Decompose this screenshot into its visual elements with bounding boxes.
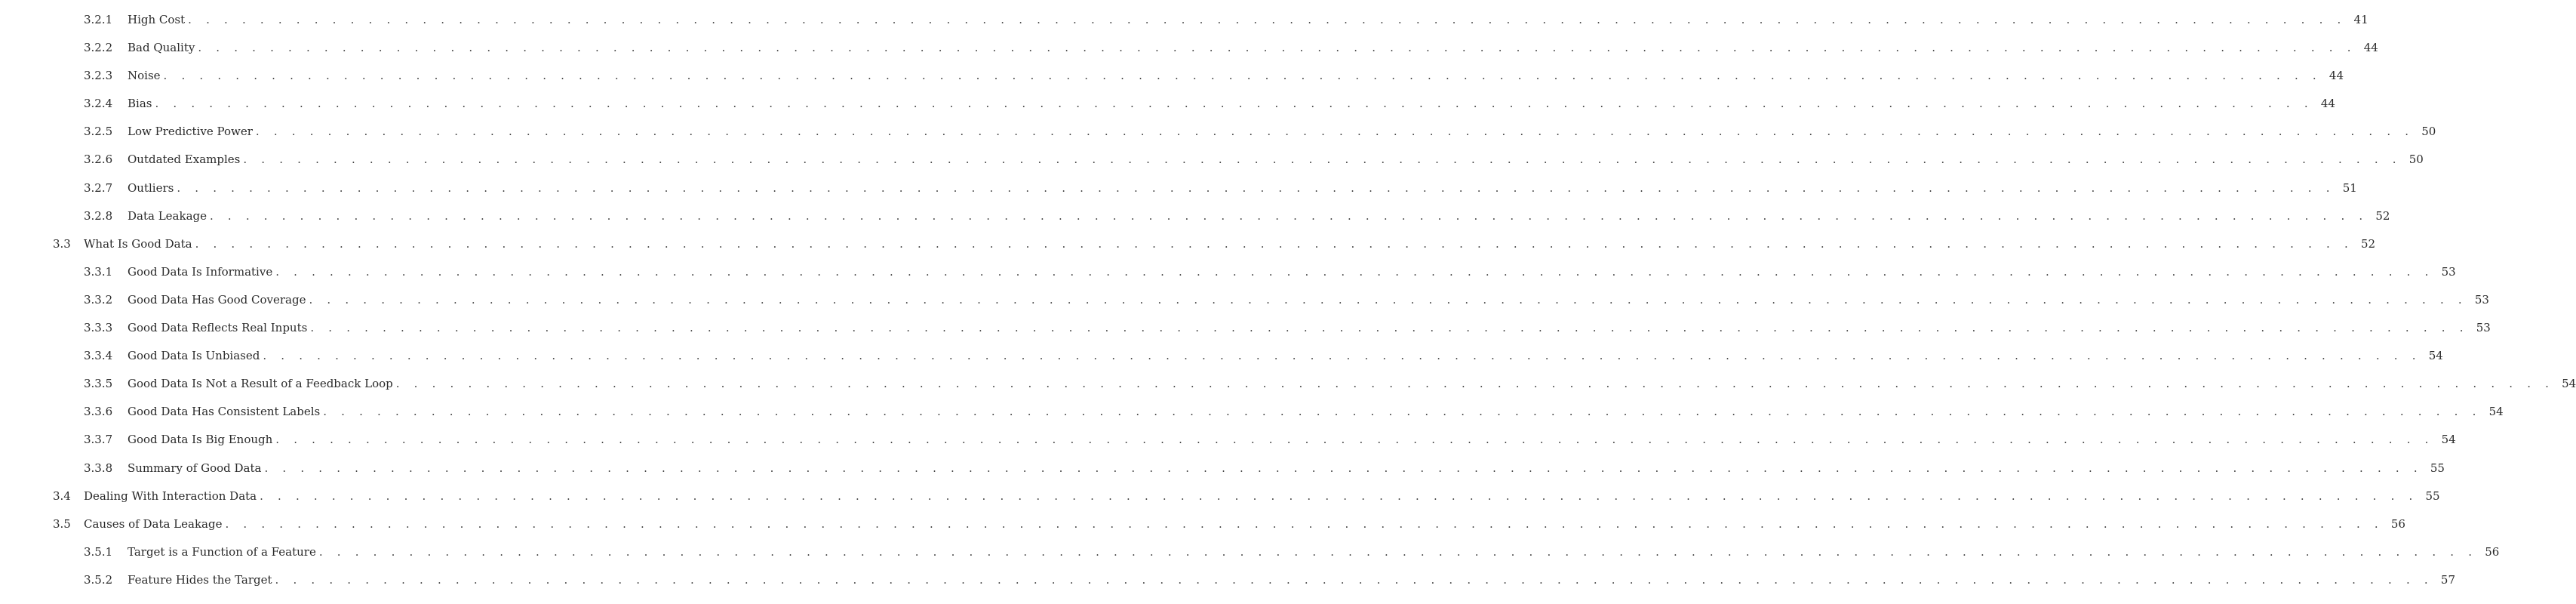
- toc-subsection-entry[interactable]: [0, 342, 2443, 370]
- toc-subsection-entry[interactable]: [0, 398, 2504, 426]
- toc-subsection-entry[interactable]: [0, 146, 2424, 174]
- toc-entry-leader: [84, 482, 2440, 510]
- toc-entry-title: Good Data Is Not a Result of a Feedback Loop: [128, 370, 396, 398]
- toc-subsection-entry[interactable]: [0, 174, 2357, 202]
- toc-entry-title: Target is a Function of a Feature: [128, 538, 319, 566]
- toc-entry-title: Outdated Examples: [128, 146, 243, 174]
- toc-entry-number: 3.3.6: [84, 405, 113, 419]
- toc-entry-leader: [128, 314, 2491, 342]
- toc-subsection-entry[interactable]: [0, 566, 2455, 594]
- toc-dot-leader: . . . . . . . . . . . . . . . . . . . . . . . . . . . . . . . . . . . . . . . . . . . . . . . . . . . . . . . . . . . . . . . . . . . . . . . . . . . . . . . . . . . . . . . . . . . . . . . . . . . . . . . . . . . . . . . . . . . . . . . .: [188, 13, 2347, 26]
- toc-entry-number: 3.3.3: [84, 321, 113, 335]
- toc-subsection-entry[interactable]: [0, 286, 2489, 314]
- toc-entry-title: Causes of Data Leakage: [84, 510, 225, 538]
- toc-entry-leader: [128, 426, 2456, 454]
- toc-dot-leader: . . . . . . . . . . . . . . . . . . . . . . . . . . . . . . . . . . . . . . . . . . . . . . . . . . . . . . . . . . . . . . . . . . . . . . . . . . . . . . . . . . . . . . . . . . . . . . . . . . . . . . . . . . . . . . . . . . . . . . . .: [255, 125, 2415, 139]
- toc-entry-number: 3.3: [53, 236, 71, 251]
- toc-entry-title: High Cost: [128, 6, 188, 34]
- toc-entry-leader: [128, 370, 2576, 398]
- toc-entry-page: 57: [2433, 566, 2455, 594]
- toc-dot-leader: . . . . . . . . . . . . . . . . . . . . . . . . . . . . . . . . . . . . . . . . . . . . . . . . . . . . . . . . . . . . . . . . . . . . . . . . . . . . . . . . . . . . . . . . . . . . . . . . . . . . . . . . . . . . . . . . . . . . . . . .: [195, 236, 2353, 251]
- toc-subsection-entry[interactable]: [0, 426, 2456, 454]
- toc-subsection-entry[interactable]: [0, 6, 2369, 34]
- toc-dot-leader: . . . . . . . . . . . . . . . . . . . . . . . . . . . . . . . . . . . . . . . . . . . . . . . . . . . . . . . . . . . . . . . . . . . . . . . . . . . . . . . . . . . . . . . . . . . . . . . . . . . . . . . . . . . . . . . . . . . . . . . .: [275, 264, 2434, 279]
- toc-entry-leader: [128, 202, 2390, 230]
- toc-entry-number: 3.3.7: [84, 433, 113, 447]
- toc-entry-number: 3.3.2: [84, 292, 113, 307]
- toc-dot-leader: . . . . . . . . . . . . . . . . . . . . . . . . . . . . . . . . . . . . . . . . . . . . . . . . . . . . . . . . . . . . . . . . . . . . . . . . . . . . . . . . . . . . . . . . . . . . . . . . . . . . . . . . . . . . . . . . . . . . . . . .: [275, 433, 2434, 447]
- toc-entry-leader: [84, 230, 2376, 258]
- toc-dot-leader: . . . . . . . . . . . . . . . . . . . . . . . . . . . . . . . . . . . . . . . . . . . . . . . . . . . . . . . . . . . . . . . . . . . . . . . . . . . . . . . . . . . . . . . . . . . . . . . . . . . . . . . . . . . . . . . . . . . . . . . .: [395, 377, 2555, 391]
- toc-entry-page: 53: [2467, 286, 2489, 314]
- toc-subsection-entry[interactable]: [0, 258, 2456, 286]
- toc-entry-title: Bad Quality: [128, 34, 198, 62]
- toc-entry-number: 3.5.1: [84, 544, 113, 559]
- toc-entry-page: 56: [2477, 538, 2499, 566]
- toc-entry-leader: [84, 510, 2405, 538]
- toc-entry-page: 55: [2418, 482, 2439, 510]
- toc-subsection-entry[interactable]: [0, 314, 2491, 342]
- toc-dot-leader: . . . . . . . . . . . . . . . . . . . . . . . . . . . . . . . . . . . . . . . . . . . . . . . . . . . . . . . . . . . . . . . . . . . . . . . . . . . . . . . . . . . . . . . . . . . . . . . . . . . . . . . . . . . . . . . . . . . . . . . .: [225, 516, 2384, 531]
- toc-subsection-entry[interactable]: [0, 118, 2436, 146]
- toc-entry-title: Noise: [128, 62, 164, 90]
- toc-entry-number: 3.2.3: [84, 69, 113, 83]
- toc-entry-leader: [128, 286, 2489, 314]
- toc-entry-leader: [128, 455, 2445, 482]
- toc-subsection-entry[interactable]: [0, 202, 2390, 230]
- toc-entry-page: 52: [2368, 202, 2390, 230]
- toc-dot-leader: . . . . . . . . . . . . . . . . . . . . . . . . . . . . . . . . . . . . . . . . . . . . . . . . . . . . . . . . . . . . . . . . . . . . . . . . . . . . . . . . . . . . . . . . . . . . . . . . . . . . . . . . . . . . . . . . . . . . . . . .: [318, 544, 2478, 559]
- toc-dot-leader: . . . . . . . . . . . . . . . . . . . . . . . . . . . . . . . . . . . . . . . . . . . . . . . . . . . . . . . . . . . . . . . . . . . . . . . . . . . . . . . . . . . . . . . . . . . . . . . . . . . . . . . . . . . . . . . . . . . . . . . .: [264, 461, 2423, 475]
- toc-entry-title: Good Data Is Big Enough: [128, 426, 275, 454]
- toc-entry-page: 53: [2434, 258, 2456, 286]
- toc-entry-page: 52: [2353, 230, 2375, 258]
- toc-entry-page: 44: [2356, 34, 2378, 62]
- toc-entry-number: 3.2.2: [84, 41, 113, 55]
- toc-entry-number: 3.2.5: [84, 125, 113, 139]
- toc-dot-leader: . . . . . . . . . . . . . . . . . . . . . . . . . . . . . . . . . . . . . . . . . . . . . . . . . . . . . . . . . . . . . . . . . . . . . . . . . . . . . . . . . . . . . . . . . . . . . . . . . . . . . . . . . . . . . . . . . . . . . . . .: [323, 405, 2482, 419]
- toc-entry-leader: [128, 566, 2455, 594]
- toc-entry-page: 51: [2335, 174, 2357, 202]
- toc-entry-title: Low Predictive Power: [128, 118, 256, 146]
- toc-entry-leader: [128, 342, 2443, 370]
- toc-entry-number: 3.3.4: [84, 349, 113, 363]
- toc-entry-page: 54: [2421, 342, 2443, 370]
- toc-entry-title: Outliers: [128, 174, 177, 202]
- toc-entry-leader: [128, 6, 2369, 34]
- toc-dot-leader: . . . . . . . . . . . . . . . . . . . . . . . . . . . . . . . . . . . . . . . . . . . . . . . . . . . . . . . . . . . . . . . . . . . . . . . . . . . . . . . . . . . . . . . . . . . . . . . . . . . . . . . . . . . . . . . . . . . . . . . .: [275, 572, 2433, 587]
- toc-entry-leader: [128, 62, 2344, 90]
- toc-entry-leader: [128, 174, 2357, 202]
- toc-entry-number: 3.3.8: [84, 461, 113, 475]
- toc-entry-title: Good Data Reflects Real Inputs: [128, 314, 310, 342]
- toc-entry-page: 53: [2469, 314, 2491, 342]
- toc-entry-leader: [128, 90, 2335, 118]
- toc-dot-leader: . . . . . . . . . . . . . . . . . . . . . . . . . . . . . . . . . . . . . . . . . . . . . . . . . . . . . . . . . . . . . . . . . . . . . . . . . . . . . . . . . . . . . . . . . . . . . . . . . . . . . . . . . . . . . . . . . . . . . . . .: [210, 208, 2369, 223]
- toc-entry-number: 3.2.1: [84, 13, 113, 26]
- toc-entry-number: 3.5.2: [84, 572, 113, 587]
- toc-section-entry[interactable]: [0, 230, 2376, 258]
- toc-subsection-entry[interactable]: [0, 538, 2500, 566]
- table-of-contents: [0, 6, 2576, 594]
- toc-section-entry[interactable]: [0, 482, 2440, 510]
- toc-entry-page: 41: [2347, 6, 2369, 34]
- toc-entry-title: Feature Hides the Target: [128, 566, 275, 594]
- toc-entry-number: 3.2.7: [84, 180, 113, 195]
- toc-entry-page: 54: [2554, 370, 2576, 398]
- toc-entry-title: Good Data Is Informative: [128, 258, 275, 286]
- toc-entry-title: Data Leakage: [128, 202, 210, 230]
- toc-entry-number: 3.3.1: [84, 264, 113, 279]
- toc-dot-leader: . . . . . . . . . . . . . . . . . . . . . . . . . . . . . . . . . . . . . . . . . . . . . . . . . . . . . . . . . . . . . . . . . . . . . . . . . . . . . . . . . . . . . . . . . . . . . . . . . . . . . . . . . . . . . . . . . . . . . . . .: [243, 153, 2402, 167]
- toc-entry-title: Good Data Is Unbiased: [128, 342, 263, 370]
- toc-subsection-entry[interactable]: [0, 370, 2576, 398]
- toc-subsection-entry[interactable]: [0, 455, 2445, 482]
- toc-dot-leader: . . . . . . . . . . . . . . . . . . . . . . . . . . . . . . . . . . . . . . . . . . . . . . . . . . . . . . . . . . . . . . . . . . . . . . . . . . . . . . . . . . . . . . . . . . . . . . . . . . . . . . . . . . . . . . . . . . . . . . . .: [155, 97, 2313, 111]
- toc-dot-leader: . . . . . . . . . . . . . . . . . . . . . . . . . . . . . . . . . . . . . . . . . . . . . . . . . . . . . . . . . . . . . . . . . . . . . . . . . . . . . . . . . . . . . . . . . . . . . . . . . . . . . . . . . . . . . . . . . . . . . . . .: [260, 488, 2418, 503]
- toc-entry-number: 3.2.8: [84, 208, 113, 223]
- toc-entry-title: Dealing With Interaction Data: [84, 482, 260, 510]
- toc-entry-number: 3.4: [53, 488, 71, 503]
- toc-subsection-entry[interactable]: [0, 34, 2378, 62]
- toc-entry-page: 44: [2313, 90, 2335, 118]
- toc-subsection-entry[interactable]: [0, 62, 2344, 90]
- toc-entry-page: 56: [2384, 510, 2405, 538]
- toc-entry-title: Summary of Good Data: [128, 455, 264, 482]
- toc-entry-title: What Is Good Data: [84, 230, 195, 258]
- toc-entry-page: 55: [2423, 455, 2445, 482]
- toc-entry-title: Good Data Has Consistent Labels: [128, 398, 323, 426]
- toc-dot-leader: . . . . . . . . . . . . . . . . . . . . . . . . . . . . . . . . . . . . . . . . . . . . . . . . . . . . . . . . . . . . . . . . . . . . . . . . . . . . . . . . . . . . . . . . . . . . . . . . . . . . . . . . . . . . . . . . . . . . . . . .: [177, 180, 2335, 195]
- toc-entry-number: 3.2.6: [84, 153, 113, 167]
- toc-entry-leader: [128, 118, 2436, 146]
- toc-entry-title: Bias: [128, 90, 155, 118]
- toc-entry-number: 3.3.5: [84, 377, 113, 391]
- toc-subsection-entry[interactable]: [0, 90, 2335, 118]
- toc-section-entry[interactable]: [0, 510, 2405, 538]
- toc-entry-leader: [128, 398, 2504, 426]
- toc-dot-leader: . . . . . . . . . . . . . . . . . . . . . . . . . . . . . . . . . . . . . . . . . . . . . . . . . . . . . . . . . . . . . . . . . . . . . . . . . . . . . . . . . . . . . . . . . . . . . . . . . . . . . . . . . . . . . . . . . . . . . . . .: [163, 69, 2322, 83]
- toc-entry-page: 54: [2482, 398, 2504, 426]
- toc-entry-number: 3.2.4: [84, 97, 113, 111]
- toc-entry-page: 50: [2414, 118, 2436, 146]
- toc-dot-leader: . . . . . . . . . . . . . . . . . . . . . . . . . . . . . . . . . . . . . . . . . . . . . . . . . . . . . . . . . . . . . . . . . . . . . . . . . . . . . . . . . . . . . . . . . . . . . . . . . . . . . . . . . . . . . . . . . . . . . . . .: [263, 349, 2421, 363]
- toc-entry-leader: [128, 146, 2424, 174]
- toc-entry-leader: [128, 34, 2378, 62]
- toc-entry-page: 50: [2402, 146, 2424, 174]
- toc-dot-leader: . . . . . . . . . . . . . . . . . . . . . . . . . . . . . . . . . . . . . . . . . . . . . . . . . . . . . . . . . . . . . . . . . . . . . . . . . . . . . . . . . . . . . . . . . . . . . . . . . . . . . . . . . . . . . . . . . . . . . . . .: [309, 292, 2467, 307]
- toc-entry-page: 54: [2434, 426, 2456, 454]
- toc-dot-leader: . . . . . . . . . . . . . . . . . . . . . . . . . . . . . . . . . . . . . . . . . . . . . . . . . . . . . . . . . . . . . . . . . . . . . . . . . . . . . . . . . . . . . . . . . . . . . . . . . . . . . . . . . . . . . . . . . . . . . . . .: [310, 321, 2469, 335]
- toc-dot-leader: . . . . . . . . . . . . . . . . . . . . . . . . . . . . . . . . . . . . . . . . . . . . . . . . . . . . . . . . . . . . . . . . . . . . . . . . . . . . . . . . . . . . . . . . . . . . . . . . . . . . . . . . . . . . . . . . . . . . . . . .: [198, 41, 2356, 55]
- toc-entry-number: 3.5: [53, 516, 71, 531]
- toc-entry-leader: [128, 258, 2456, 286]
- toc-entry-page: 44: [2322, 62, 2344, 90]
- toc-entry-title: Good Data Has Good Coverage: [128, 286, 309, 314]
- toc-entry-leader: [128, 538, 2500, 566]
